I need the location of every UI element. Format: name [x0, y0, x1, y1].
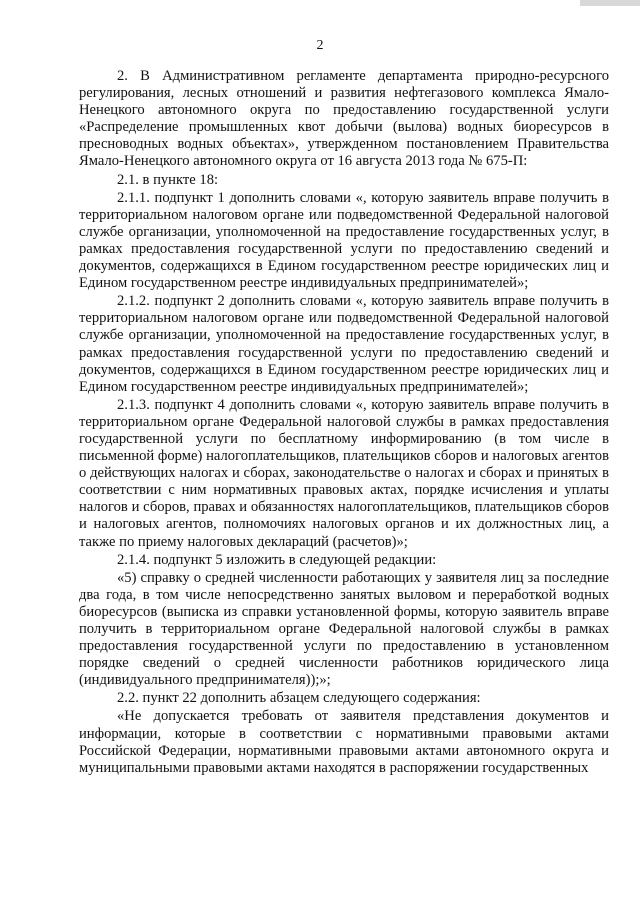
- document-body: [79, 68, 609, 777]
- paragraph-2-1-1: 2.1.1. подпункт 1 дополнить словами «, которую заявитель вправе получить в территориальном налоговом органе или подведомственной Федеральной налоговой службе организации, уполномоченной на предоставление государственных услуг, в рамках предоставления государственной услуги по предоставлению сведений и документов, содержащихся в Едином государственном реестре юридических лиц и Едином государственном реестре индивидуальных предпринимателей»;: [79, 189, 609, 292]
- paragraph-2-2: 2.2. пункт 22 дополнить абзацем следующего содержания:: [117, 690, 481, 707]
- paragraph-2-1-2: 2.1.2. подпункт 2 дополнить словами «, которую заявитель вправе получить в территориальном налоговом органе или подведомственной Федеральной налоговой службе организации, уполномоченной на предоставление государственных услуг, в рамках предоставления государственной услуги по предоставлению сведений и документов, содержащихся в Едином государственном реестре юридических лиц и Едином государственном реестре индивидуальных предпринимателей»;: [79, 293, 609, 395]
- scan-artifact: [580, 0, 640, 6]
- paragraph-quote: «Не допускается требовать от заявителя представления документов и информации, которые в соответствии с нормативными правовыми актами Российской Федерации, нормативными правовыми актами автономного округа и муниципальными правовыми актами находятся в распоряжении государственных: [79, 708, 609, 776]
- paragraph-item-5: «5) справку о средней численности работающих у заявителя лиц за последние два года, в том числе непосредственно занятых выловом и переработкой водных биоресурсов (выписка из справки установленной формы, которую заявитель вправе получить в территориальном органе Федеральной налоговой службы в рамках предоставления государственной услуги по предоставлению в установленном порядке сведений о средней численности работников юридического лица (индивидуального предпринимателя));»;: [79, 569, 609, 689]
- paragraph-2-1-3: 2.1.3. подпункт 4 дополнить словами «, которую заявитель вправе получить в территориальном органе Федеральной налоговой службы в рамках предоставления государственной услуги по бесплатному информированию (в том числе в письменной форме) налогоплательщиков, плательщиков сборов и налоговых агентов о действующих налогах и сборах, законодательстве о налогах и сборах и принятых в соответствии с ним нормативных правовых актах, порядке исчисления и уплаты налогов и сборов, правах и обязанностях налогоплательщиков, плательщиков сборов и налоговых агентов, полномочиях налоговых органов и их должностных лиц, а также по приему налоговых деклараций (расчетов)»;: [79, 396, 609, 550]
- paragraph-2: 2. В Административном регламенте департамента природно-ресурсного регулирования, лесных отношений и развития нефтегазового комплекса Ямало-Ненецкого автономного округа по предоставлению государственной услуги «Распределение промышленных квот добычи (вылова) водных биоресурсов в пресноводных водных объектах», утвержденном постановлением Правительства Ямало-Ненецкого автономного округа от 16 августа 2013 года № 675-П:: [79, 68, 609, 170]
- page-number: 2: [316, 38, 324, 53]
- paragraph-2-1: 2.1. в пункте 18:: [117, 171, 219, 188]
- paragraph-2-1-4: 2.1.4. подпункт 5 изложить в следующей редакции:: [117, 551, 437, 568]
